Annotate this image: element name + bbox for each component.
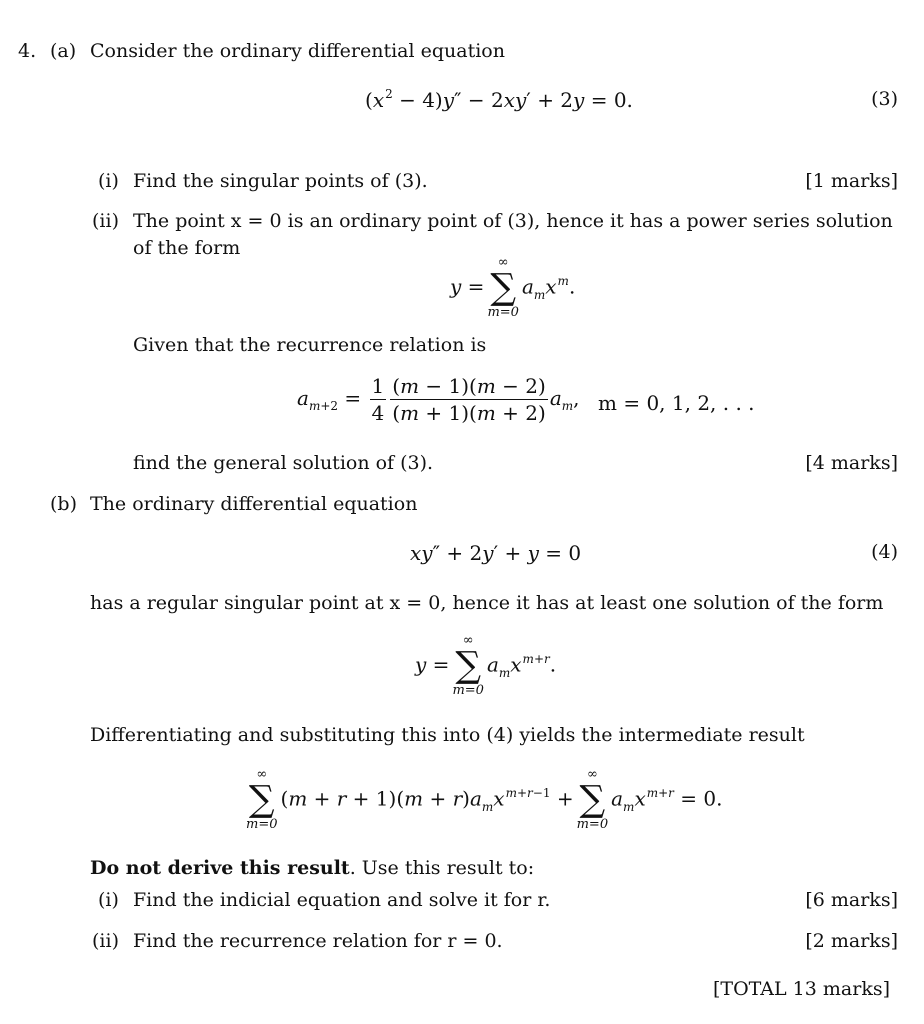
part-a-ii-marks: [4 marks] bbox=[805, 452, 898, 474]
equation-4: xy″ + 2y′ + y = 0 bbox=[410, 541, 582, 565]
part-a-ii-line1: The point x = 0 is an ordinary point of (3), hence it has a power series solution bbox=[133, 210, 893, 232]
part-b-ii-label: (ii) bbox=[92, 930, 119, 952]
part-a-label: (a) bbox=[50, 40, 77, 62]
total-marks: [TOTAL 13 marks] bbox=[713, 978, 890, 1000]
equation-3-tag: (3) bbox=[871, 88, 898, 110]
do-not-derive-bold: Do not derive this result bbox=[90, 857, 350, 879]
intermediate-result-eq: ∞ ∑ m=0 $(m + r + 1)(m + r)a_mx^{m+r-1}$ + ∞ ∑ m=0 $a_mx^{m+r} = 0$. bbox=[246, 767, 723, 832]
part-b-i-text: Find the indicial equation and solve it for r. bbox=[133, 889, 551, 911]
part-b-ii-text: Find the recurrence relation for r = 0. bbox=[133, 930, 503, 952]
use-this-result: . Use this result to: bbox=[349, 857, 535, 879]
part-b-i-label: (i) bbox=[98, 889, 119, 911]
part-a-i-text: Find the singular points of (3). bbox=[133, 170, 428, 192]
find-general-solution: find the general solution of (3). bbox=[133, 452, 434, 474]
part-a-i-label: (i) bbox=[98, 170, 119, 192]
question-number: 4. bbox=[18, 40, 37, 62]
regular-singular-text: has a regular singular point at x = 0, hence it has at least one solution of the form bbox=[90, 592, 884, 614]
do-not-derive bbox=[90, 857, 534, 879]
part-a-ii-line2: of the form bbox=[133, 237, 241, 259]
m-range: m = 0, 1, 2, . . . bbox=[598, 391, 755, 415]
part-b-i-marks: [6 marks] bbox=[805, 889, 898, 911]
equation-4-tag: (4) bbox=[871, 541, 898, 563]
frobenius-series-eq: y = ∞ ∑ m=0 $a_mx^{m+r}$. bbox=[415, 633, 557, 698]
part-b-intro: The ordinary differential equation bbox=[90, 493, 418, 515]
power-series-eq: y = ∞ ∑ m=0 $a_mx^m$. bbox=[450, 255, 576, 320]
part-b-label: (b) bbox=[50, 493, 77, 515]
equation-3: $(x^2 - 4)y'' - 2xy' + 2y = 0$. bbox=[365, 87, 633, 112]
part-a-ii-label: (ii) bbox=[92, 210, 119, 232]
part-a-intro: Consider the ordinary differential equation bbox=[90, 40, 505, 62]
part-b-ii-marks: [2 marks] bbox=[805, 930, 898, 952]
recurrence-intro: Given that the recurrence relation is bbox=[133, 334, 487, 356]
differentiating-text: Differentiating and substituting this into (4) yields the intermediate result bbox=[90, 724, 805, 746]
part-a-i-marks: [1 marks] bbox=[805, 170, 898, 192]
recurrence-eq: $a_{m+2}$ = $\frac{1}{4}$ $\frac{(m - 1)(m - 2)}{(m + 1)(m + 2)}$ $a_m$, bbox=[297, 374, 580, 425]
